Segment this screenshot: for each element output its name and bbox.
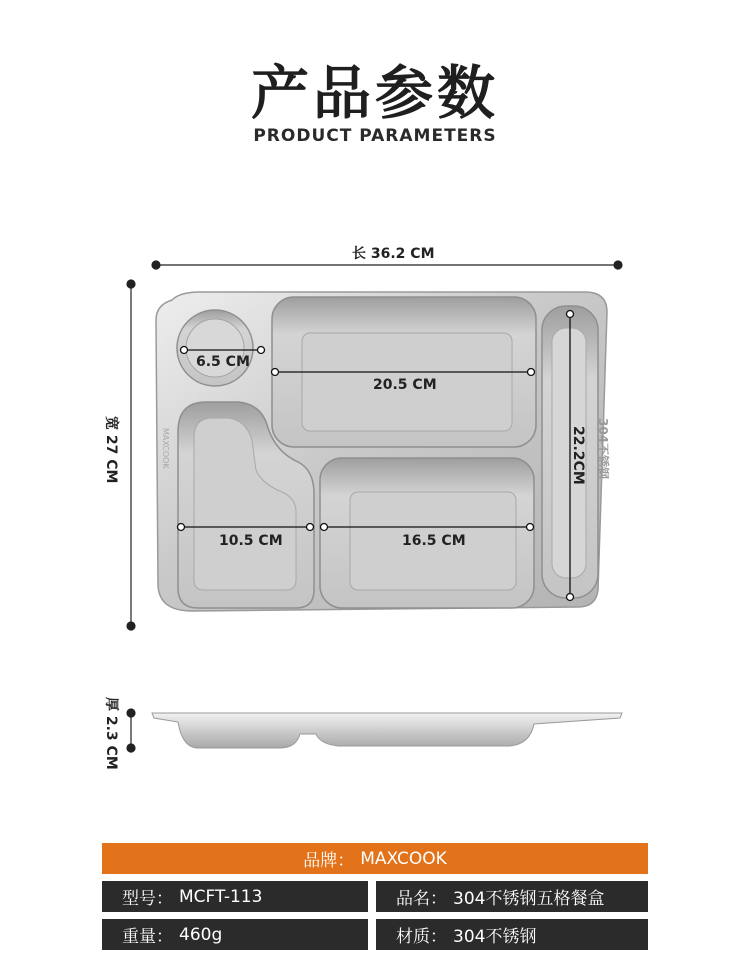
- name-value: 304不锈钢五格餐盒: [453, 889, 605, 909]
- weight-label: 重量：: [122, 927, 173, 947]
- bottom-compartment-label: 16.5 CM: [402, 533, 466, 549]
- tray-brand-engraving: MAXCOOK: [161, 428, 170, 469]
- brand-label: 品牌：: [303, 851, 355, 871]
- round-compartment-label: 6.5 CM: [196, 354, 250, 370]
- left-compartment-label: 10.5 CM: [219, 533, 283, 549]
- weight-value: 460g: [179, 924, 223, 945]
- material-value: 304不锈钢: [453, 927, 537, 947]
- length-label: 长 36.2 CM: [352, 246, 435, 262]
- tray-side-profile: [152, 713, 622, 748]
- page-title: 产品参数: [250, 59, 499, 127]
- material-row: [376, 919, 648, 950]
- name-label: 品名：: [396, 889, 447, 909]
- top-compartment-label: 20.5 CM: [373, 377, 437, 393]
- model-value: MCFT-113: [179, 886, 263, 907]
- brand-value: MAXCOOK: [360, 848, 447, 869]
- page-subtitle: PRODUCT PARAMETERS: [253, 126, 497, 146]
- weight-row: [102, 919, 368, 950]
- brand-row: [102, 843, 648, 874]
- thickness-label: 厚 2.3 CM: [103, 697, 119, 770]
- tray-engraving: 304不锈钢: [596, 418, 610, 480]
- model-label: 型号：: [122, 889, 173, 909]
- material-label: 材质：: [396, 927, 447, 947]
- width-label: 宽 27 CM: [103, 416, 119, 484]
- name-row: [376, 881, 648, 912]
- model-row: [102, 881, 368, 912]
- side-compartment-label: 22.2CM: [570, 426, 586, 485]
